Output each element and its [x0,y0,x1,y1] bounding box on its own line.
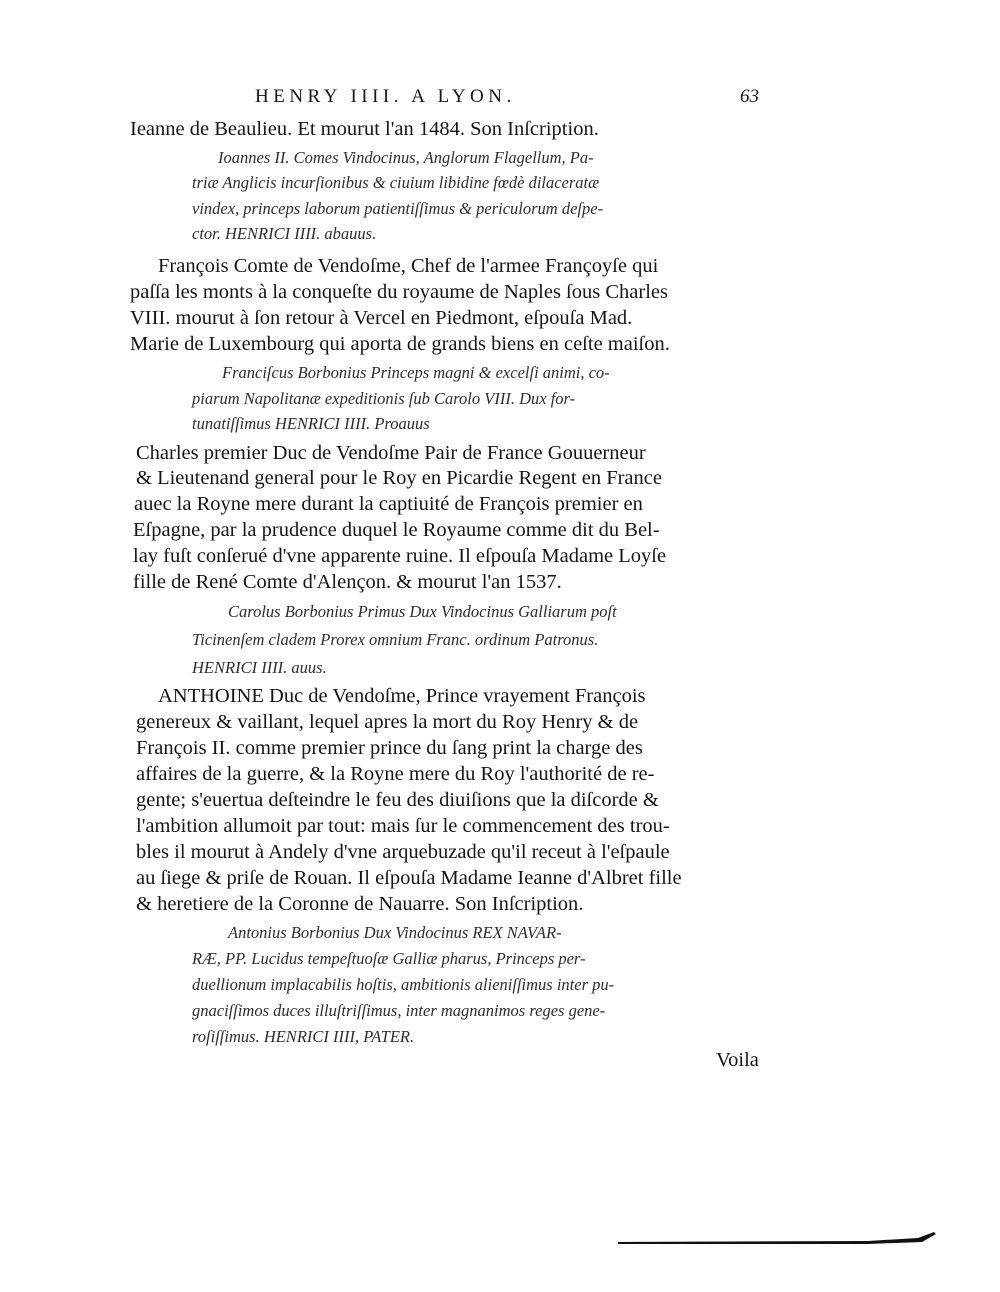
text-line: triæ Anglicis incurſionibus & ciuium libidine fœdè dilaceratæ [192,173,600,192]
text-line: l'ambition allumoit par tout: mais ſur le commencement des trou- [136,815,670,837]
text-line: piarum Napolitanæ expeditionis ſub Carolo VIII. Dux for- [192,389,576,408]
text-line: VIII. mourut à ſon retour à Vercel en Piedmont, eſpouſa Mad. [130,307,633,329]
catchword: Voila [716,1049,759,1071]
text-line: & heretiere de la Coronne de Nauarre. Son Inſcription. [136,893,584,915]
text-line: François Comte de Vendoſme, Chef de l'armee Françoyſe qui [158,255,659,277]
text-line: tunatiſſimus HENRICI IIII. Proauus [192,414,430,433]
text-line: Eſpagne, par la prudence duquel le Royaume comme dit du Bel- [133,519,660,541]
text-line: paſſa les monts à la conqueſte du royaume de Naples ſous Charles [130,281,668,303]
text-line: bles il mourut à Andely d'vne arquebuzade qu'il receut à l'eſpaule [136,841,670,863]
ink-rule-mark [618,1230,936,1246]
text-line: duellionum implacabilis hoſtis, ambitionis alieniſſimus inter pu- [192,975,615,994]
text-line: roſiſſimus. HENRICI IIII, PATER. [192,1027,415,1046]
text-line: Franciſcus Borbonius Princeps magni & excelſi animi, co- [222,363,610,382]
page-number: 63 [740,86,759,107]
text-line: Ticinenſem cladem Prorex omnium Franc. ordinum Patronus. [192,630,599,649]
text-line: Antonius Borbonius Dux Vindocinus REX NAVAR- [228,923,562,942]
text-line: gente; s'euertua deſteindre le feu des diuiſions que la diſcorde & [136,789,659,811]
text-line: François II. comme premier prince du ſang print la charge des [136,737,643,759]
text-line: auec la Royne mere durant la captiuité de François premier en [134,493,643,515]
text-line: fille de René Comte d'Alençon. & mourut l'an 1537. [133,571,562,593]
text-line: Charles premier Duc de Vendoſme Pair de France Gouuerneur [136,442,646,464]
text-line: Marie de Luxembourg qui aporta de grands biens en ceſte maiſon. [130,333,670,355]
text-line: genereux & vaillant, lequel apres la mort du Roy Henry & de [136,711,639,733]
text-line: affaires de la guerre, & la Royne mere du Roy l'authorité de re- [136,763,655,785]
text-line: Ieanne de Beaulieu. Et mourut l'an 1484. Son Inſcription. [130,118,599,140]
text-line: ctor. HENRICI IIII. abauus. [192,224,377,243]
text-line: vindex, princeps laborum patientiſſimus & periculorum deſpe- [192,199,604,218]
text-line: Carolus Borbonius Primus Dux Vindocinus Galliarum poſt [228,602,617,621]
text-line: ANTHOINE Duc de Vendoſme, Prince vrayement François [158,685,646,707]
text-line: RÆ, PP. Lucidus tempeſtuoſæ Galliæ pharus, Princeps per- [192,949,586,968]
text-line: & Lieutenand general pour le Roy en Picardie Regent en France [136,467,662,489]
text-line: Ioannes II. Comes Vindocinus, Anglorum Flagellum, Pa- [218,148,594,167]
text-line: lay fuſt conſerué d'vne apparente ruine. Il eſpouſa Madame Loyſe [133,545,667,567]
text-line: gnaciſſimos duces illuſtriſſimus, inter magnanimos reges gene- [192,1001,606,1020]
text-line: HENRICI IIII. auus. [192,658,327,677]
running-title: HENRY IIII. A LYON. [255,86,516,107]
text-line: au ſiege & priſe de Rouan. Il eſpouſa Madame Ieanne d'Albret fille [136,867,682,889]
